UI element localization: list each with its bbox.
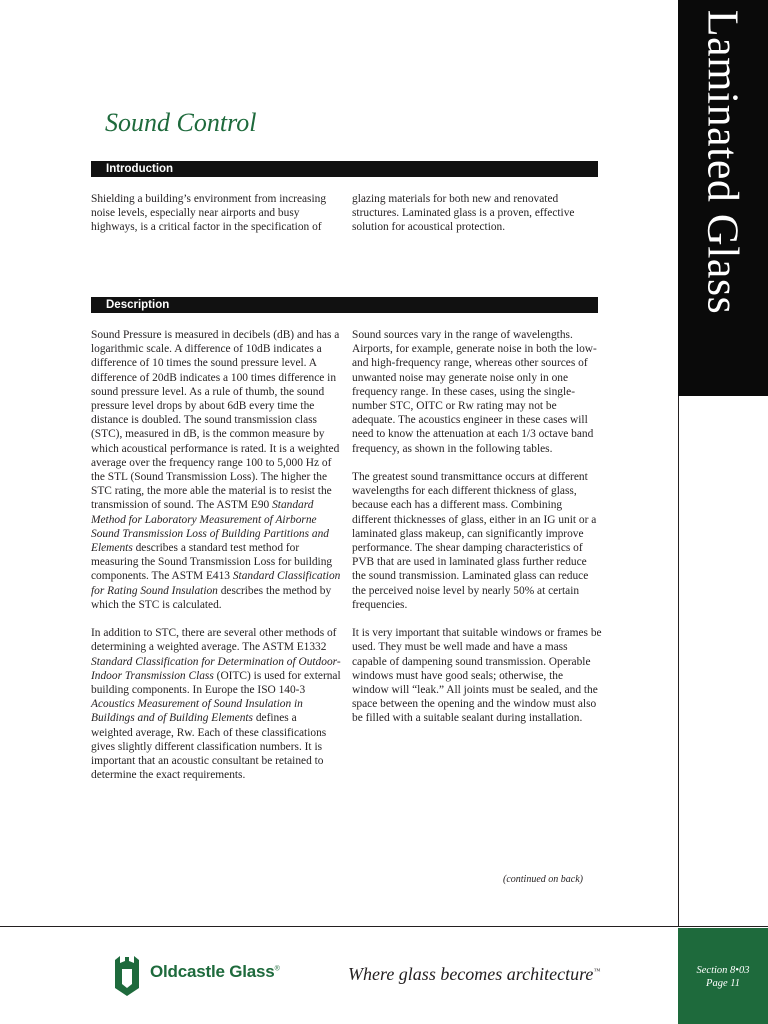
paragraph-text: describes a standard test method for measuring the Sound Transmission Loss for building components. The ASTM E413	[91, 542, 333, 583]
section-page-box	[678, 928, 768, 1024]
description-column-left	[91, 328, 341, 797]
sidebar-divider	[678, 396, 679, 926]
description-paragraph-5: It is very important that suitable windows or frames be used. They must be well made and have a mass capable of dampening sound transmission. Operable windows must have good seals; otherwise, the window will “leak.” All joints must be sealed, and the space between the opening and the window must also be filled with a suitable sealant during installation.	[352, 627, 602, 725]
page-number: Page 11	[706, 978, 740, 989]
page-title: Sound Control	[105, 108, 257, 137]
tagline-text: Where glass becomes architecture	[348, 964, 594, 984]
trademark-mark: ™	[593, 967, 601, 975]
standard-title: Standard Classification for Determination of Outdoor-Indoor Transmission Class	[91, 655, 341, 682]
introduction-column-left	[91, 192, 341, 249]
brand-text: Oldcastle Glass	[150, 962, 275, 981]
paragraph-text: describes the method by which the STC is calculated.	[91, 584, 332, 611]
paragraph-text: Sound Pressure is measured in decibels (dB) and has a logarithmic scale. A difference of 10dB indicates a difference of 10 times the sound pressure level. A difference of 20dB indicates a 100 times difference in sound pressure level. As a rule of thumb, the sound pressure level drops by about 6dB every time the distance is doubled. The sound transmission class (STC), measured in dB, is the common measure by which acoustical performance is rated. It is a weighted average over the frequency range 100 to 5,000 Hz of the STL (Sound Transmission Loss). The higher the STC rating, the more able the material is to resist the transmission of sound. The ASTM E90	[91, 329, 340, 512]
description-paragraph-2	[91, 626, 341, 782]
description-paragraph-1	[91, 328, 341, 612]
description-paragraph-4: The greatest sound transmittance occurs at different wavelengths for each different thickness of glass, because each has a different mass. Combining different thicknesses of glass, either in an IG unit or a laminated glass makeup, can significantly improve performance. The shear damping characteristics of PVB that are used in laminated glass further reduce the sound transmission. Laminated glass can reduce the perceived noise level by nearly 50% at certain frequencies.	[352, 471, 597, 611]
continued-note: (continued on back)	[503, 874, 583, 885]
paragraph-text: In addition to STC, there are several other methods of determining a weighted average. The ASTM E1332	[91, 627, 337, 654]
paragraph-text: (OITC) is used for external building components. In Europe the ISO 140-3	[91, 669, 341, 697]
brand-name	[150, 962, 280, 982]
standard-title: Standard Classification for Rating Sound Insulation	[91, 570, 341, 597]
introduction-heading: Introduction	[91, 161, 598, 177]
introduction-text-left: Shielding a building’s environment from increasing noise levels, especially near airports and busy highways, is a critical factor in the specification of	[91, 193, 327, 234]
standard-title: Standard Method for Laboratory Measurement of Airborne Sound Transmission Loss of Building Partitions and Elements	[91, 499, 329, 555]
sidebar-tab	[678, 0, 768, 396]
introduction-text-right: glazing materials for both new and renovated structures. Laminated glass is a proven, effective solution for acoustical protection.	[352, 193, 575, 234]
oldcastle-castle-logo-icon	[112, 954, 142, 998]
paragraph-text: defines a weighted average, Rw. Each of these classifications gives slightly different classification numbers. It is important that an acoustic consultant be retained to determine the exact requirements.	[91, 712, 327, 782]
section-number: Section 8•03	[696, 965, 750, 976]
introduction-column-right	[352, 192, 602, 249]
description-heading: Description	[91, 297, 598, 313]
description-column-right	[352, 328, 602, 740]
footer-divider	[0, 926, 768, 927]
description-paragraph-3: Sound sources vary in the range of wavelengths. Airports, for example, generate noise in both the low- and high-frequency range, whereas other sources of unwanted noise may generate noise only in one frequency range. In these cases, using the single-number STC, OITC or Rw rating may not be adequate. The acoustics engineer in these cases will need to know the attenuation at each 1/3 octave band frequency, as shown in the following tables.	[352, 329, 597, 455]
registered-mark: ®	[274, 965, 280, 973]
sidebar-title: Laminated Glass	[698, 9, 748, 315]
standard-title: Acoustics Measurement of Sound Insulation in Buildings and of Building Elements	[91, 698, 303, 725]
tagline	[348, 964, 600, 985]
